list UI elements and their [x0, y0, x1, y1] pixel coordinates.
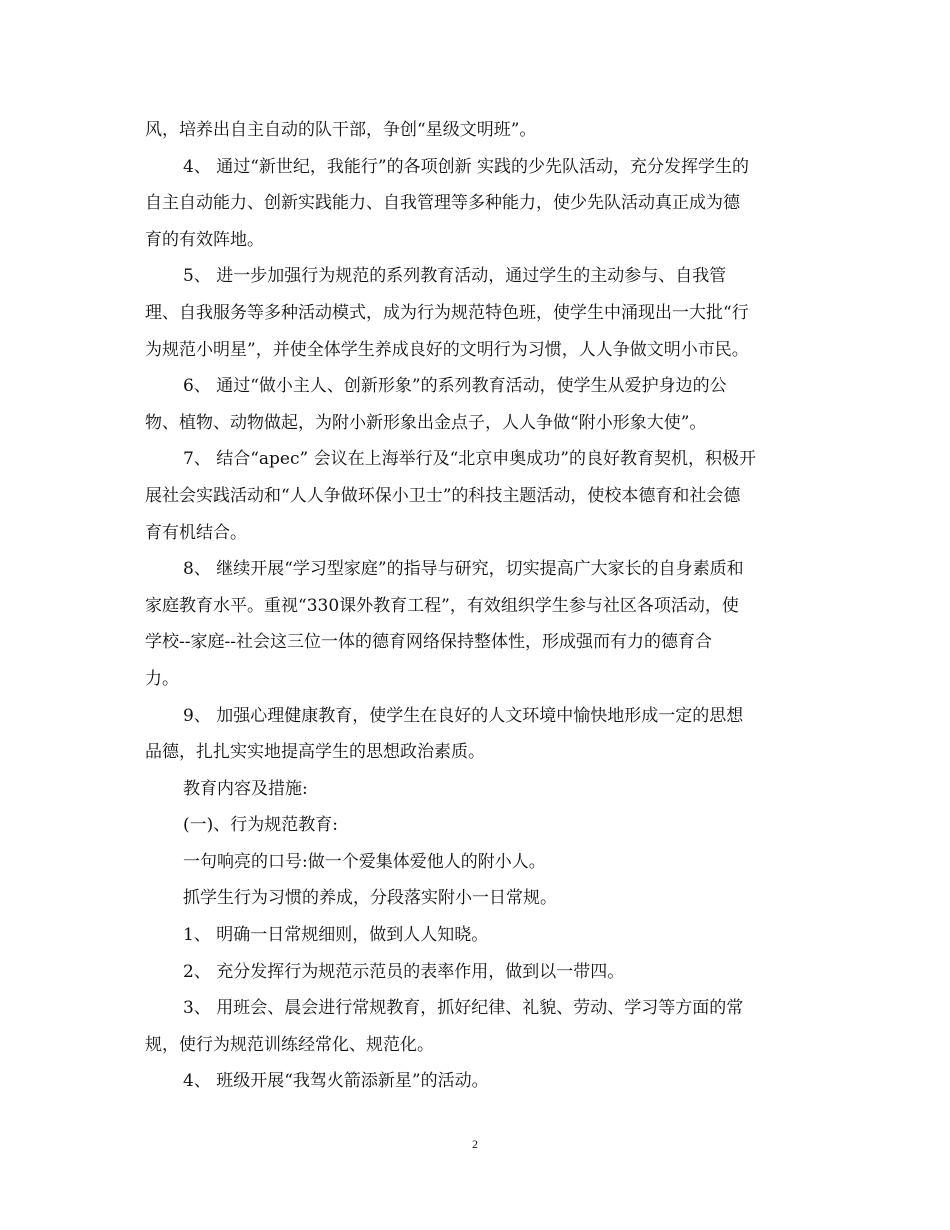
- text-line: 3、 用班会、晨会进行常规教育，抓好纪律、礼貌、劳动、学习等方面的常: [183, 998, 744, 1019]
- text-line: 4、 班级开展“我驾火箭添新星”的活动。: [183, 1071, 489, 1092]
- text-line: 自主自动能力、创新实践能力、自我管理等多种能力，使少先队活动真正成为德: [145, 193, 740, 214]
- text-line: 风，培养出自主自动的队干部，争创“星级文明班”。: [145, 120, 537, 140]
- text-line: (一)、行为规范教育:: [183, 815, 338, 836]
- text-line: 力。: [145, 668, 179, 689]
- text-line: 品德，扎扎实实地提高学生的思想政治素质。: [145, 742, 485, 763]
- document-body: [145, 112, 813, 1100]
- text-line: 物、植物、动物做起，为附小新形象出金点子，人人争做“附小形象大使”。: [145, 412, 707, 433]
- text-line: 2、 充分发挥行为规范示范员的表率作用，做到以一带四。: [183, 961, 625, 982]
- text-line: 一句响亮的口号:做一个爱集体爱他人的附小人。: [183, 851, 546, 872]
- text-line: 展社会实践活动和“人人争做环保小卫士”的科技主题活动，使校本德育和社会德: [145, 485, 741, 506]
- text-line: 学校--家庭--社会这三位一体的德育网络保持整体性，形成强而有力的德育合: [145, 632, 712, 653]
- text-line: 育的有效阵地。: [145, 229, 264, 250]
- text-line: 6、 通过“做小主人、创新形象”的系列教育活动，使学生从爱护身边的公: [183, 376, 727, 397]
- text-line: 教育内容及措施:: [183, 778, 308, 799]
- text-line: 7、 结合“apec” 会议在上海举行及“北京申奥成功”的良好教育契机，积极开: [183, 449, 756, 470]
- text-line: 1、 明确一日常规细则，做到人人知晓。: [183, 925, 489, 946]
- text-line: 为规范小明星”，并使全体学生养成良好的文明行为习惯，人人争做文明小市民。: [145, 339, 749, 360]
- text-line: 抓学生行为习惯的养成，分段落实附小一日常规。: [183, 888, 557, 909]
- text-line: 8、 继续开展“学习型家庭”的指导与研究，切实提高广大家长的自身素质和: [183, 559, 744, 580]
- text-line: 4、 通过“新世纪，我能行”的各项创新 实践的少先队活动，充分发挥学生的: [183, 156, 750, 177]
- text-line: 9、 加强心理健康教育，使学生在良好的人文环境中愉快地形成一定的思想: [183, 705, 744, 726]
- text-line: 规，使行为规范训练经常化、规范化。: [145, 1034, 434, 1055]
- page-number: 2: [472, 1137, 478, 1151]
- text-line: 5、 进一步加强行为规范的系列教育活动，通过学生的主动参与、自我管: [183, 266, 727, 287]
- text-line: 理、自我服务等多种活动模式，成为行为规范特色班，使学生中涌现出一大批“行: [145, 302, 749, 323]
- text-line: 家庭教育水平。重视“330课外教育工程”，有效组织学生参与社区各项活动，使: [145, 595, 739, 616]
- text-line: 育有机结合。: [145, 522, 247, 543]
